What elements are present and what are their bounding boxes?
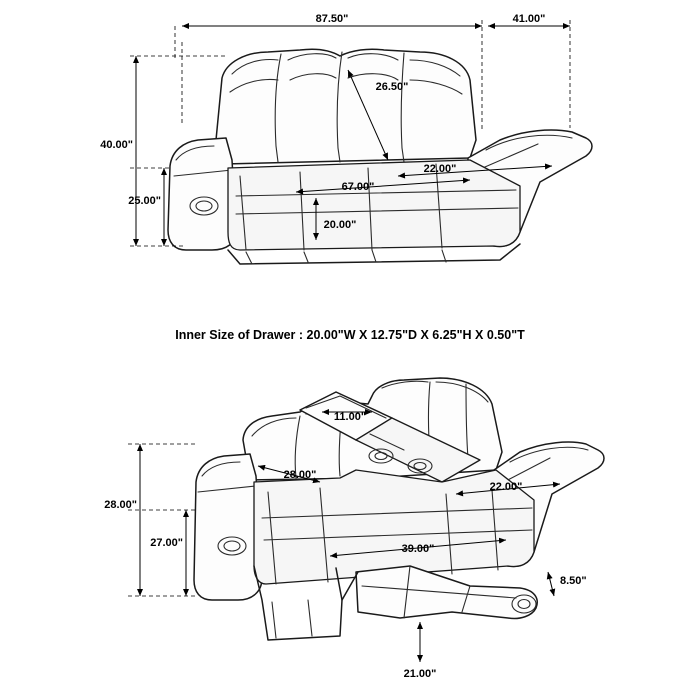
dim-lower-seat-width: 39.00": [401, 543, 435, 555]
dim-upper-seat-depth: 22.00": [423, 163, 457, 175]
dim-lower-footrest-height: 8.50": [560, 575, 587, 587]
lower-sofa-illustration: [194, 378, 604, 640]
dim-upper-total-height: 40.00": [100, 139, 133, 151]
dim-lower-arm-height: 27.00": [150, 537, 183, 549]
dim-upper-seat-width: 67.00": [341, 181, 375, 193]
dim-lower-console-width: 11.00": [333, 411, 367, 423]
dim-upper-seat-height: 20.00": [323, 219, 357, 231]
dim-lower-back-depth: 28.00": [283, 469, 317, 481]
dim-lower-extension: 21.00": [403, 668, 437, 680]
dim-lower-seat-depth: 22.00": [489, 481, 523, 493]
dim-upper-width-arm: 41.00": [512, 13, 546, 25]
dim-upper-width-seat: 87.50": [315, 13, 349, 25]
dim-lower-total-height: 28.00": [104, 499, 137, 511]
dim-upper-arm-height: 25.00": [128, 195, 161, 207]
drawer-inner-size-note: Inner Size of Drawer : 20.00"W X 12.75"D X 6.25"H X 0.50"T: [175, 328, 525, 342]
dim-upper-back-height: 26.50": [375, 81, 409, 93]
